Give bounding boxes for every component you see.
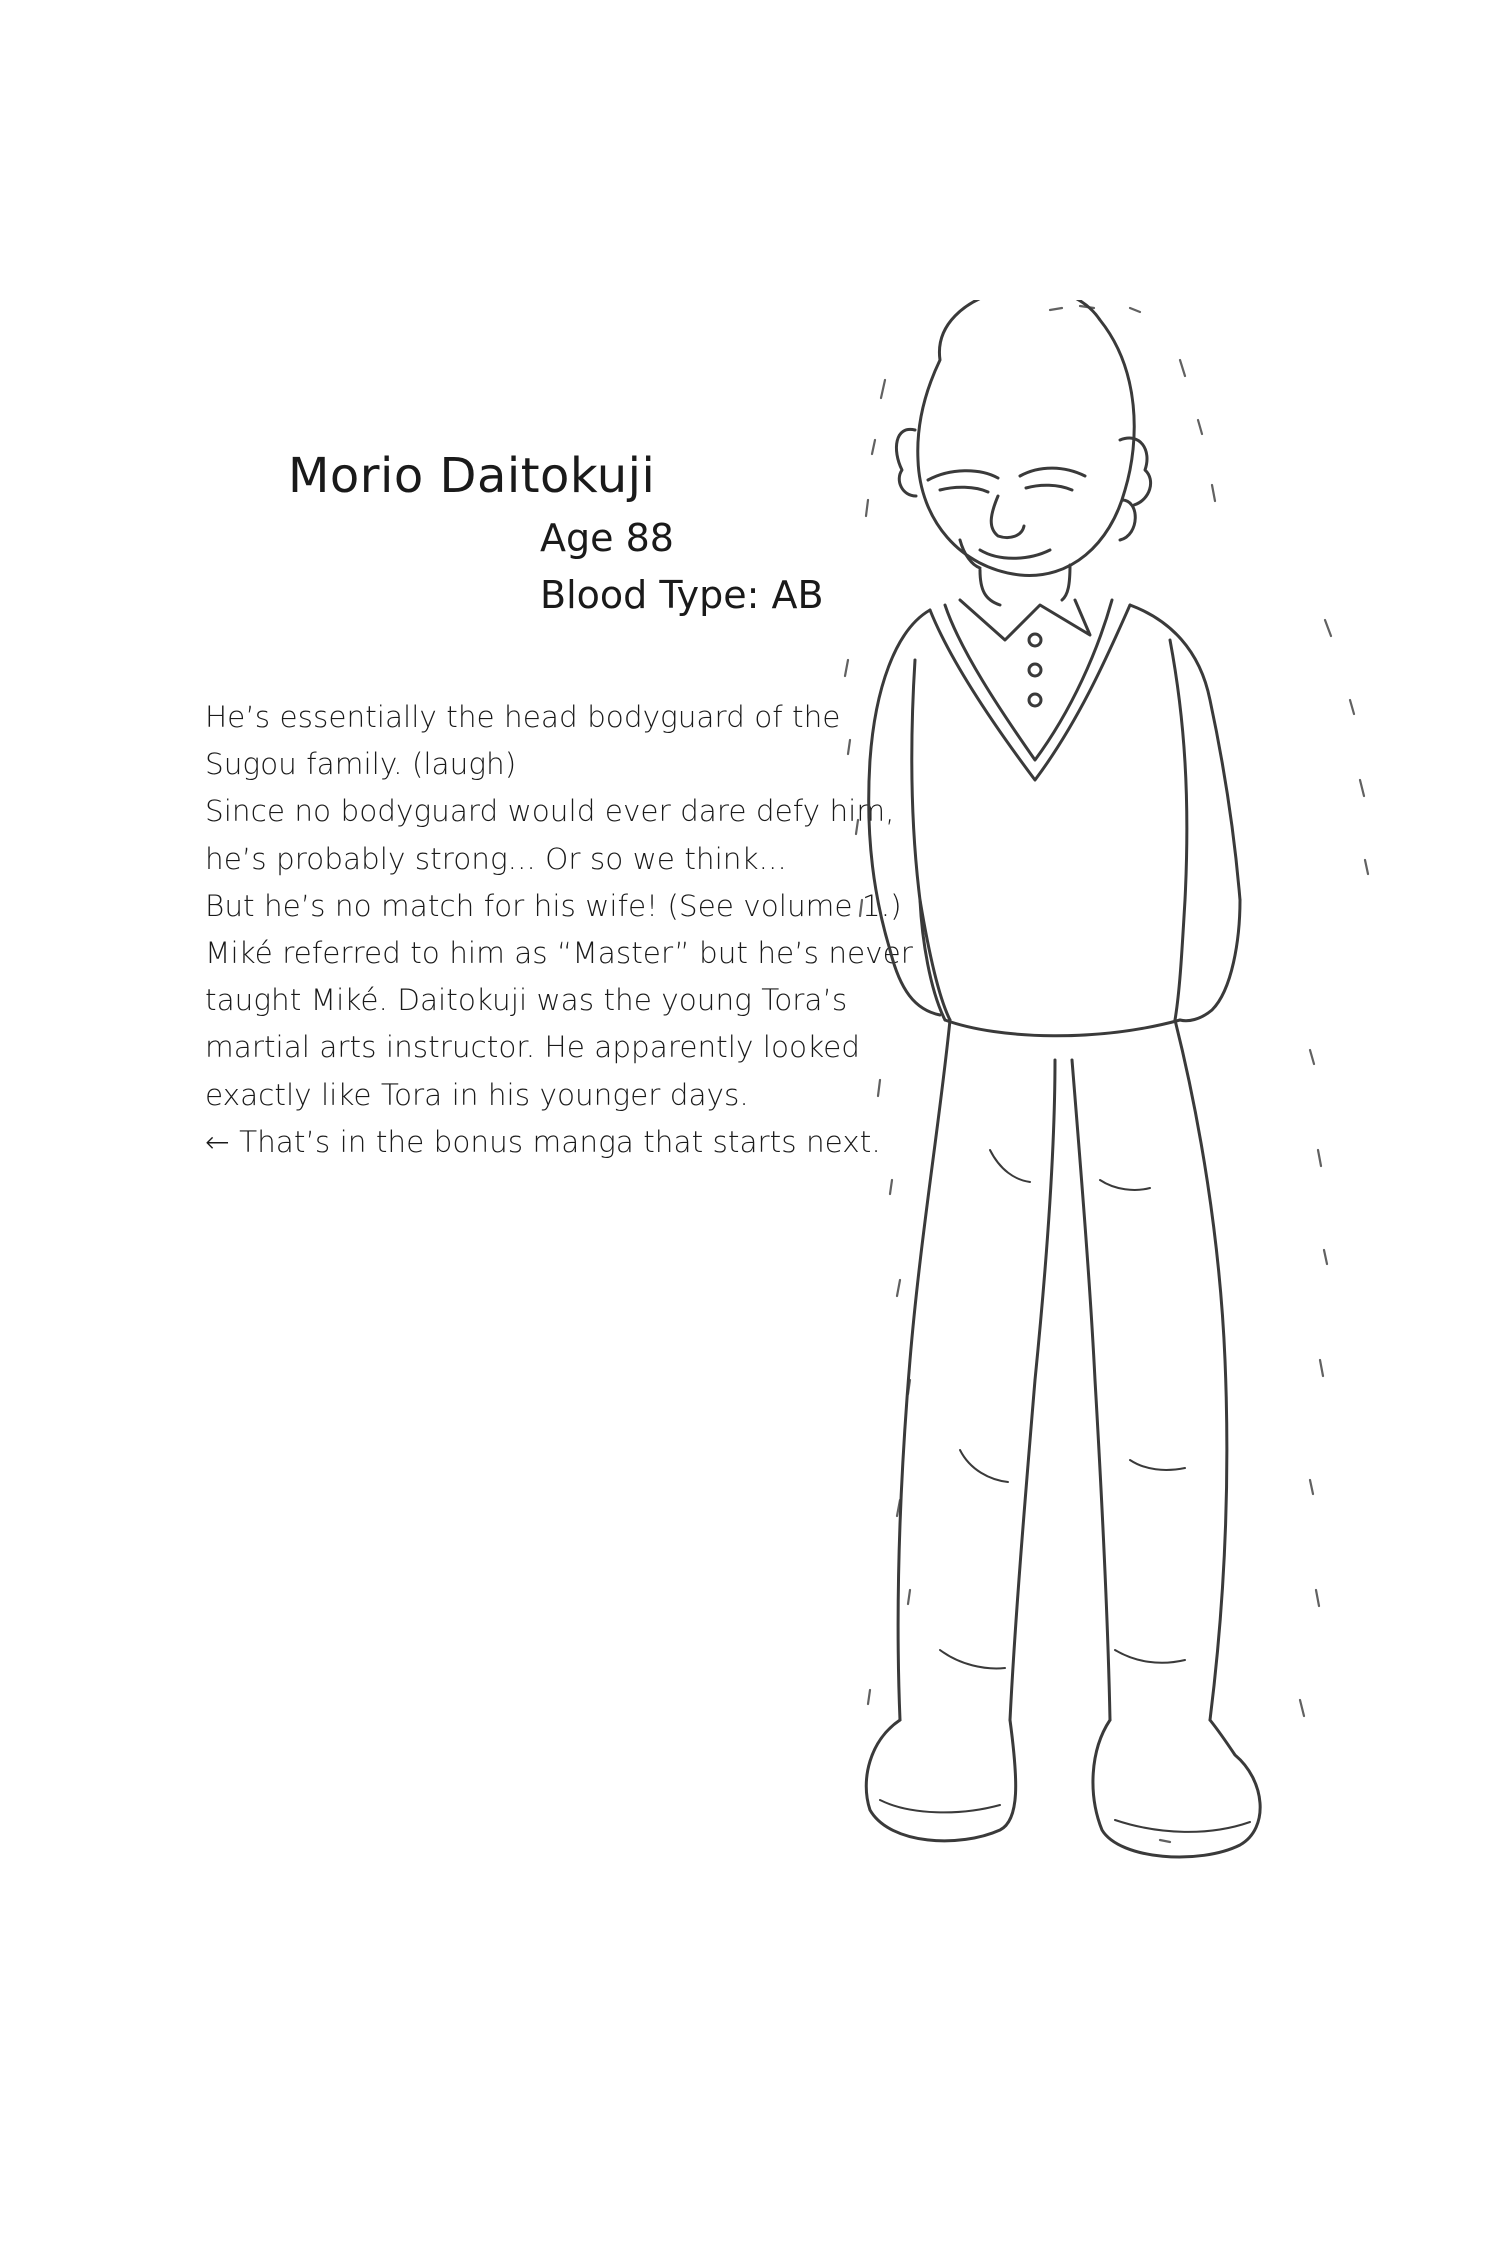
description-line: Miké referred to him as “Master” but he’s never xyxy=(205,936,913,971)
description-line: he’s probably strong... Or so we think... xyxy=(205,841,787,876)
elderly-man-illustration xyxy=(840,300,1400,1950)
character-blood-type: Blood Type: AB xyxy=(540,573,824,617)
description-line: martial arts instructor. He apparently looked xyxy=(205,1030,860,1065)
description-line: Since no bodyguard would ever dare defy him, xyxy=(205,794,895,829)
description-line: taught Miké. Daitokuji was the young Tora’s xyxy=(205,983,848,1018)
description-line: ← That’s in the bonus manga that starts next. xyxy=(205,1124,881,1159)
character-name: Morio Daitokuji xyxy=(288,448,656,504)
description-line: But he’s no match for his wife! (See volume 1.) xyxy=(205,888,902,923)
character-description xyxy=(205,694,913,1166)
character-age: Age 88 xyxy=(540,516,674,560)
description-line: exactly like Tora in his younger days. xyxy=(205,1077,749,1112)
description-line: Sugou family. (laugh) xyxy=(205,747,517,782)
description-line: He’s essentially the head bodyguard of the xyxy=(205,700,841,734)
